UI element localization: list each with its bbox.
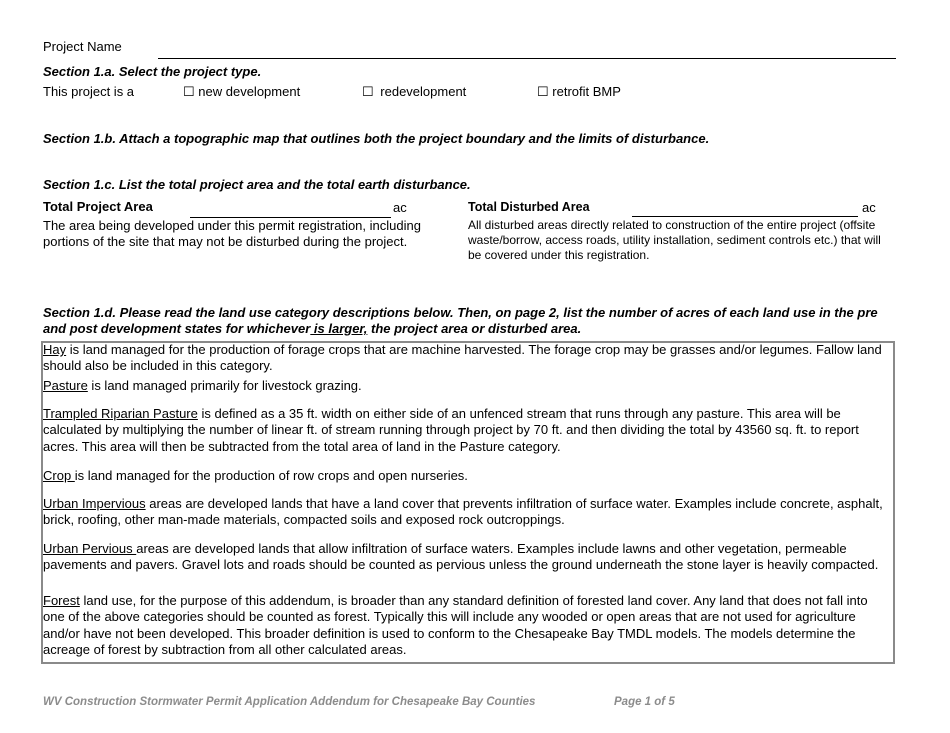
section-1d-heading-line1: Section 1.d. Please read the land use category descriptions below. Then, on page 2, list the number of acres of each land use in the pre xyxy=(43,305,878,320)
checkbox-icon[interactable]: ☐ xyxy=(537,84,549,99)
definition-term: Trampled Riparian Pasture xyxy=(43,406,198,421)
option-label: retrofit BMP xyxy=(552,84,621,99)
section-1a-heading: Section 1.a. Select the project type. xyxy=(43,64,262,79)
project-type-intro: This project is a xyxy=(43,84,135,99)
section-1b-heading: Section 1.b. Attach a topographic map that outlines both the project boundary and the limits of disturbance. xyxy=(43,131,710,146)
option-label: new development xyxy=(198,84,301,99)
definition-text: is land managed primarily for livestock grazing. xyxy=(87,378,362,393)
definition-trampled-riparian-pasture xyxy=(43,406,891,455)
total-project-area-unit: ac xyxy=(393,200,407,215)
section-1d-heading-pre: and post development states for whichever xyxy=(43,321,311,336)
definition-term: Pasture xyxy=(43,378,88,393)
definition-term: Forest xyxy=(43,593,80,608)
definition-text: areas are developed lands that have a land cover that prevents infiltration of surface water. Examples include concrete, asphalt, brick, roofing, other man-made materials, compacted soils and exposed rock outcroppings. xyxy=(43,496,883,528)
footer-page-number: Page 1 of 5 xyxy=(614,696,675,708)
project-name-label: Project Name xyxy=(43,39,122,54)
total-disturbed-area-description: All disturbed areas directly related to construction of the entire project (offsite waste/borrow, access roads, utility installation, sediment controls etc.) that will be covered under this registration. xyxy=(468,218,881,262)
definition-text: is land managed for the production of row crops and open nurseries. xyxy=(74,468,468,483)
definition-text: land use, for the purpose of this addendum, is broader than any standard definition of forested land cover. Any land that does not fall into one of the above categories should be counted as forest. Typically this will include any wooded or open areas that are not used for agriculture and/or have not been developed. This broader definition is used to conform to the Chesapeake Bay TMDL models. The models determine the acreage of forest by subtraction from all other calculated areas. xyxy=(43,593,868,657)
definition-term: Urban Pervious xyxy=(43,541,137,556)
definition-hay xyxy=(43,342,891,375)
total-disturbed-area-unit: ac xyxy=(862,200,876,215)
option-retrofit-bmp[interactable] xyxy=(537,84,621,100)
definition-forest xyxy=(43,593,891,658)
definition-text: is land managed for the production of forage crops that are machine harvested. The forage crop may be grasses and/or legumes. Fallow land should also be included in this category. xyxy=(43,342,882,374)
definition-text: areas are developed lands that allow infiltration of surface waters. Examples include lawns and other vegetation, permeable pavements and pavers. Gravel lots and roads should be counted as pervious unless the ground underneath the stone layer is heavily compacted. xyxy=(43,541,879,573)
option-label: redevelopment xyxy=(380,84,467,99)
section-1d-heading-emphasis: is larger, xyxy=(310,321,368,336)
definition-crop xyxy=(43,468,891,484)
footer-title: WV Construction Stormwater Permit Application Addendum for Chesapeake Bay Counties xyxy=(43,696,536,708)
definition-urban-pervious xyxy=(43,541,891,574)
section-1d-heading-post: the project area or disturbed area. xyxy=(367,321,582,336)
total-project-area-label: Total Project Area xyxy=(43,199,153,214)
total-disturbed-area-label: Total Disturbed Area xyxy=(468,200,590,214)
definition-term: Hay xyxy=(43,342,67,357)
definition-urban-impervious xyxy=(43,496,891,529)
project-name-field[interactable] xyxy=(158,58,896,59)
total-project-area-description: The area being developed under this permit registration, including portions of the site that may not be disturbed during the project. xyxy=(43,218,421,249)
checkbox-icon[interactable]: ☐ xyxy=(183,84,195,99)
checkbox-icon[interactable]: ☐ xyxy=(362,84,374,99)
option-new-development[interactable] xyxy=(183,84,300,100)
definition-term: Crop xyxy=(43,468,75,483)
total-disturbed-area-field[interactable] xyxy=(632,216,858,217)
definition-pasture xyxy=(43,378,891,394)
definition-text: is defined as a 35 ft. width on either side of an unfenced stream that runs through any pasture. This area will be calculated by multiplying the number of linear ft. of stream running through project by 70 ft. and then dividing the total by 43560 sq. ft. to report acres. This area will then be subtracted from the total area of land in the Pasture category. xyxy=(43,406,859,454)
definition-term: Urban Impervious xyxy=(43,496,146,511)
section-1c-heading: Section 1.c. List the total project area and the total earth disturbance. xyxy=(43,177,471,192)
section-1d-heading-line2 xyxy=(43,321,581,336)
option-redevelopment[interactable] xyxy=(362,84,466,100)
